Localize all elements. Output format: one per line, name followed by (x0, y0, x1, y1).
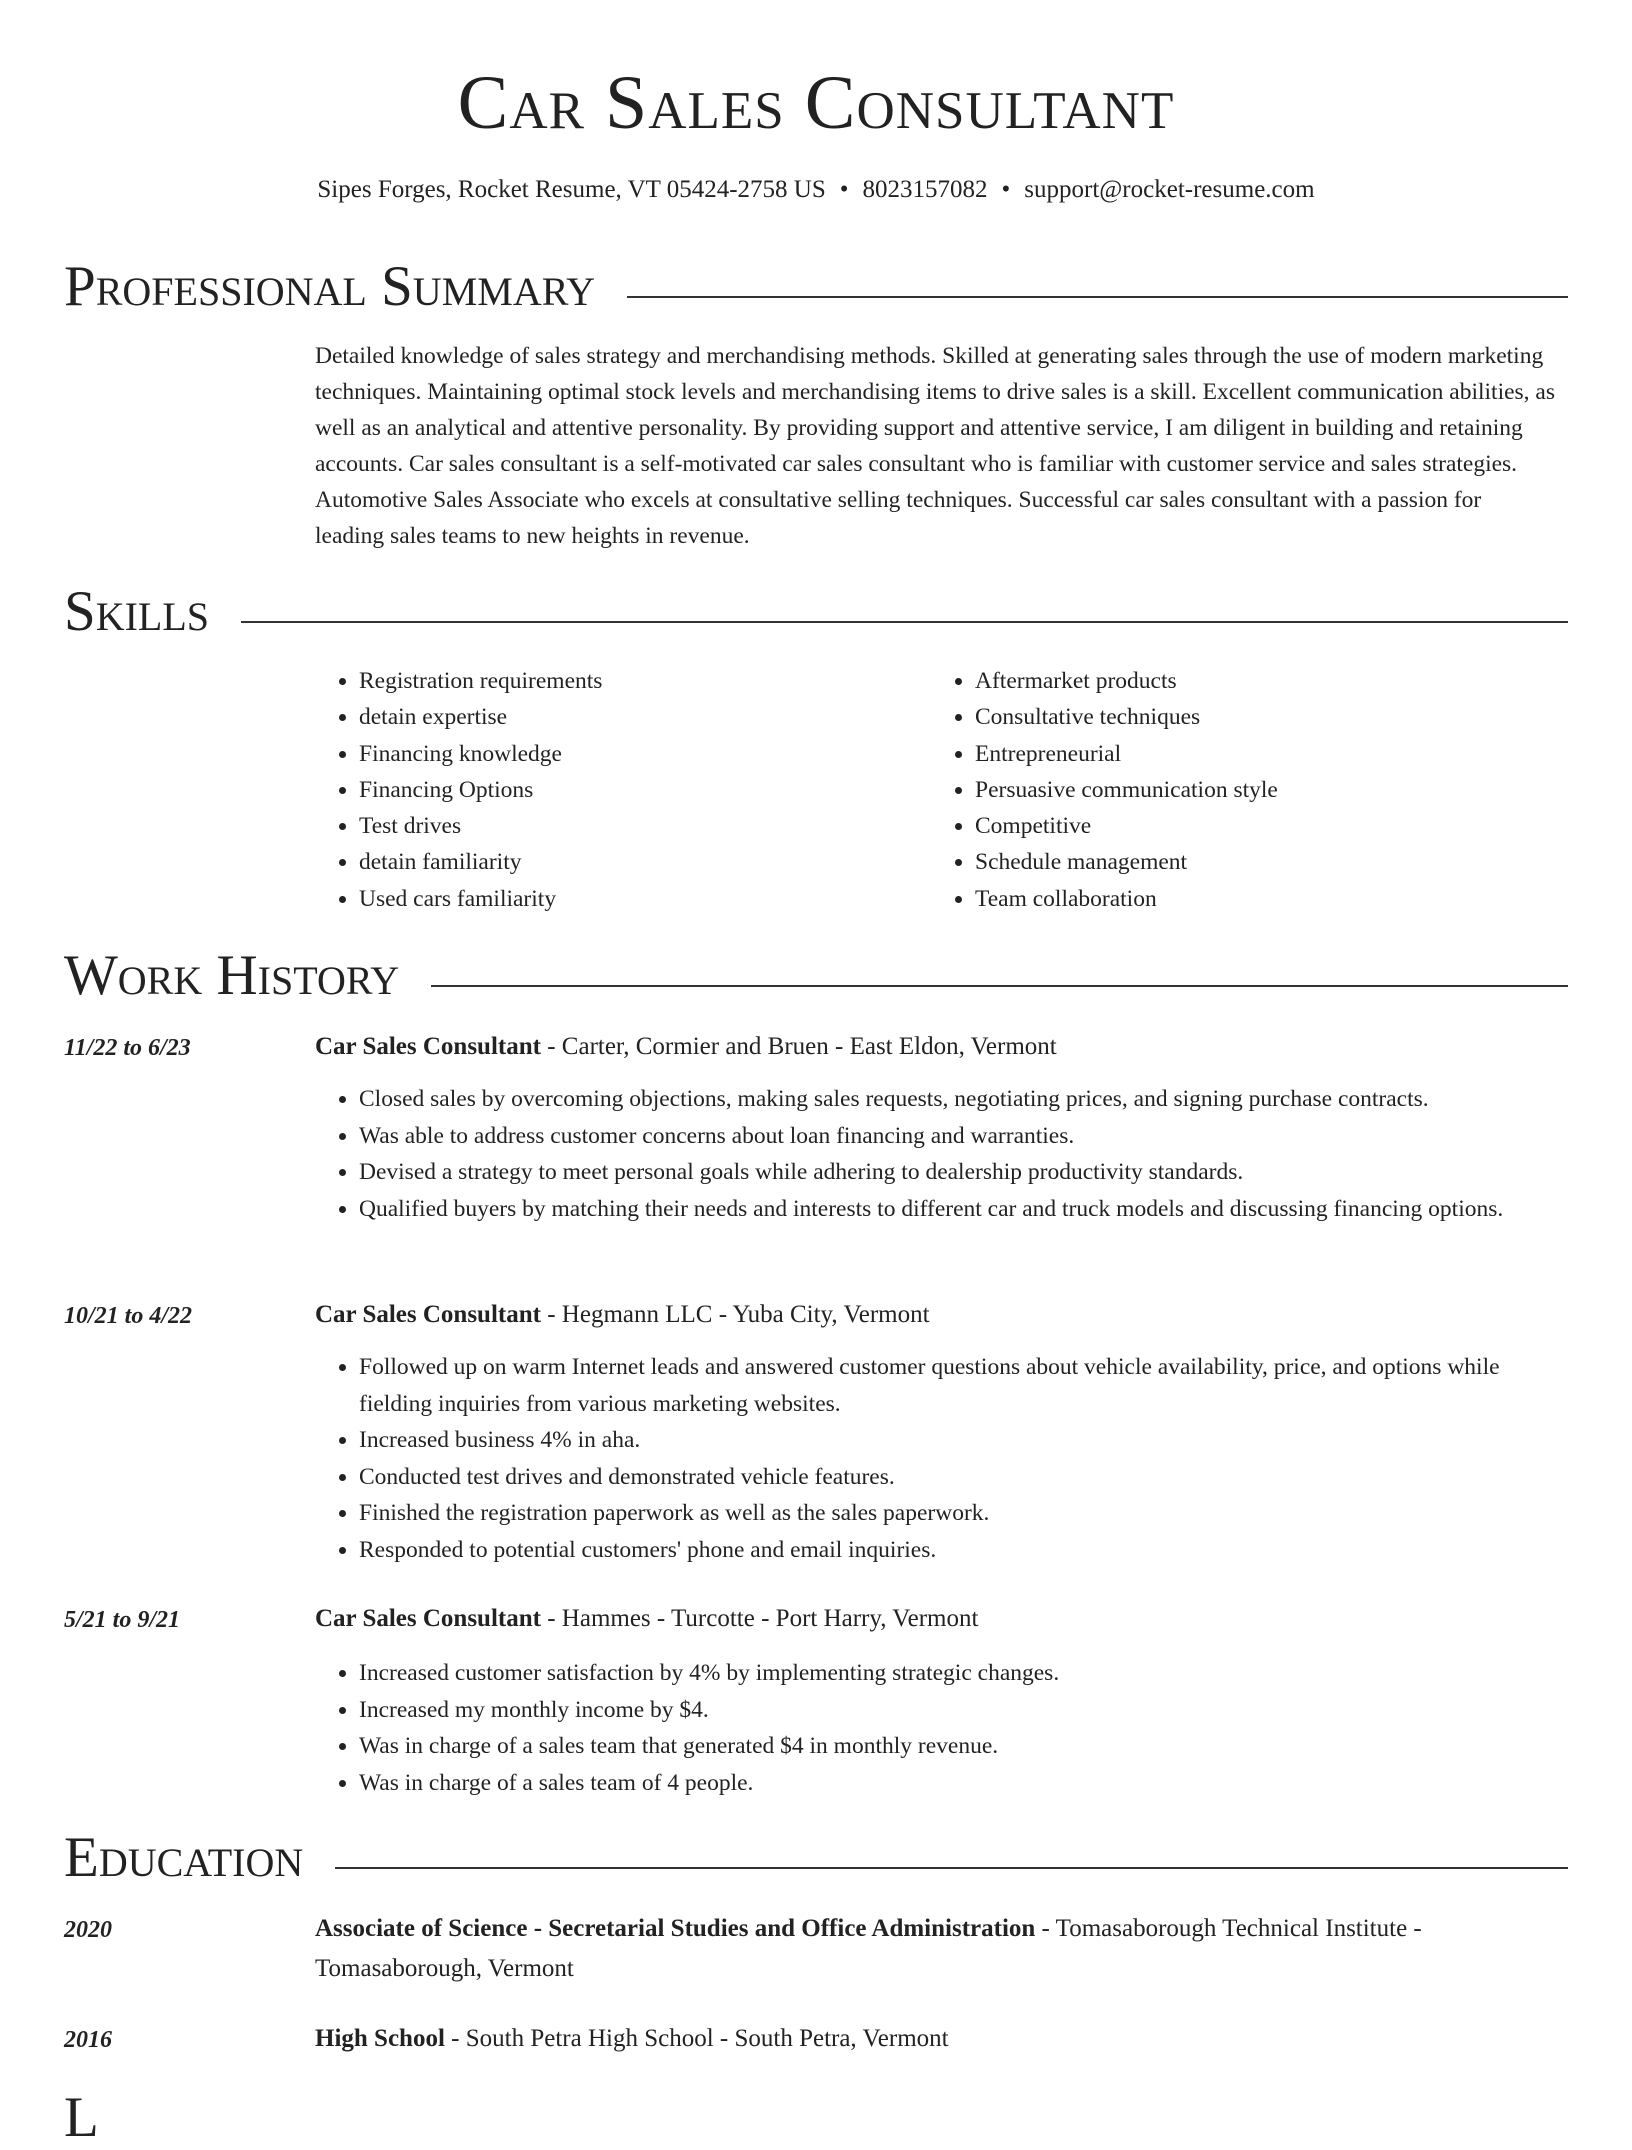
skill-item: • Financing knowledge (359, 736, 602, 772)
job-bullets (315, 1081, 1559, 1227)
job-bullet: • Responded to potential customers' phone and email inquiries. (359, 1532, 1559, 1569)
skill-item: • detain expertise (359, 699, 602, 735)
job-bullet: • Finished the registration paperwork as well as the sales paperwork. (359, 1495, 1559, 1532)
candidate-name: Car Sales Consultant (457, 61, 1175, 145)
education-entry (315, 2019, 1555, 2059)
contact-email: support@rocket-resume.com (1024, 176, 1315, 203)
contact-line (0, 174, 1632, 206)
education-section-title: Education (64, 1826, 335, 1890)
job-company: - Hegmann LLC - Yuba City, Vermont (540, 1301, 930, 1328)
summary-text: Detailed knowledge of sales strategy and merchandising methods. Skilled at generating sales through the use of modern marketing techniques. Maintaining optimal stock levels and merchandising items to drive sales is a skill. Excellent communication abilities, as well as an analytical and attentive personality. By providing support and attentive service, I am diligent in building and retaining accounts. Car sales consultant is a self-motivated car sales consultant who is familiar with customer service and sales strategies. Automotive Sales Associate who excels at consultative selling techniques. Successful car sales consultant with a passion for leading sales teams to new heights in revenue. (315, 343, 1556, 549)
skill-item: • Competitive (975, 808, 1278, 844)
skill-item: • detain familiarity (359, 844, 602, 880)
next-section-title-partial: L (64, 2086, 99, 2149)
education-entry (315, 1909, 1555, 1989)
job-bullet: • Was in charge of a sales team that generated $4 in monthly revenue. (359, 1728, 1559, 1765)
skills-section-header (64, 580, 1568, 644)
education-year: 2020 (64, 1917, 112, 1943)
job-bullets (315, 1655, 1559, 1801)
skills-list-right (931, 663, 1278, 917)
skill-item: • Schedule management (975, 844, 1278, 880)
skill-item: • Test drives (359, 808, 602, 844)
skill-item: • Registration requirements (359, 663, 602, 699)
job-bullet: • Devised a strategy to meet personal goals while adhering to dealership productivity standards. (359, 1154, 1559, 1191)
education-year: 2016 (64, 2027, 112, 2053)
summary-section-title: Professional Summary (64, 255, 627, 319)
skill-item: • Consultative techniques (975, 699, 1278, 735)
job-heading (315, 1295, 1565, 1335)
job-dates: 11/22 to 6/23 (64, 1035, 191, 1061)
job-bullet: • Increased my monthly income by $4. (359, 1692, 1559, 1729)
job-bullet: • Followed up on warm Internet leads and answered customer questions about vehicle availability, price, and options while fielding inquiries from various marketing websites. (359, 1349, 1559, 1422)
job-dates: 5/21 to 9/21 (64, 1607, 181, 1633)
skills-list-left (315, 663, 602, 917)
skill-item: • Used cars familiarity (359, 881, 602, 917)
work-section-title: Work History (64, 944, 431, 1008)
education-section-header (64, 1826, 1568, 1890)
job-heading (315, 1027, 1565, 1067)
work-section-header (64, 944, 1568, 1008)
job-bullet: • Qualified buyers by matching their needs and interests to different car and truck models and discussing financing options. (359, 1191, 1559, 1228)
job-title: Car Sales Consultant (315, 1301, 541, 1328)
contact-separator: • (1001, 176, 1011, 203)
skill-item: • Entrepreneurial (975, 736, 1278, 772)
job-company: - Carter, Cormier and Bruen - East Eldon, Vermont (540, 1033, 1057, 1060)
job-bullet: • Was in charge of a sales team of 4 people. (359, 1765, 1559, 1802)
skill-item: • Financing Options (359, 772, 602, 808)
education-degree: High School (315, 2025, 445, 2052)
job-company: - Hammes - Turcotte - Port Harry, Vermont (540, 1605, 979, 1632)
job-bullet: • Increased customer satisfaction by 4% by implementing strategic changes. (359, 1655, 1559, 1692)
skill-item: • Aftermarket products (975, 663, 1278, 699)
skills-section-title: Skills (64, 580, 241, 644)
education-school: - South Petra High School - South Petra, Vermont (444, 2025, 949, 2052)
job-title: Car Sales Consultant (315, 1605, 541, 1632)
section-divider (64, 621, 1568, 623)
skill-item: • Persuasive communication style (975, 772, 1278, 808)
education-degree: Associate of Science - Secretarial Studies and Office Administration (315, 1915, 1036, 1942)
contact-separator: • (839, 176, 849, 203)
job-bullet: • Was able to address customer concerns about loan financing and warranties. (359, 1118, 1559, 1155)
job-title: Car Sales Consultant (315, 1033, 541, 1060)
job-bullet: • Conducted test drives and demonstrated vehicle features. (359, 1459, 1559, 1496)
job-bullet: • Increased business 4% in aha. (359, 1422, 1559, 1459)
contact-address: Sipes Forges, Rocket Resume, VT 05424-2758 US (317, 176, 826, 203)
job-bullet: • Closed sales by overcoming objections, making sales requests, negotiating prices, and signing purchase contracts. (359, 1081, 1559, 1118)
summary-section-header (64, 255, 1568, 319)
job-dates: 10/21 to 4/22 (64, 1303, 193, 1329)
job-bullets (315, 1349, 1559, 1568)
education-school: - Tomasaborough Technical Institute - Tomasaborough, Vermont (315, 1915, 1422, 1982)
skill-item: • Team collaboration (975, 881, 1278, 917)
job-heading (315, 1599, 1565, 1639)
contact-phone: 8023157082 (862, 176, 988, 203)
